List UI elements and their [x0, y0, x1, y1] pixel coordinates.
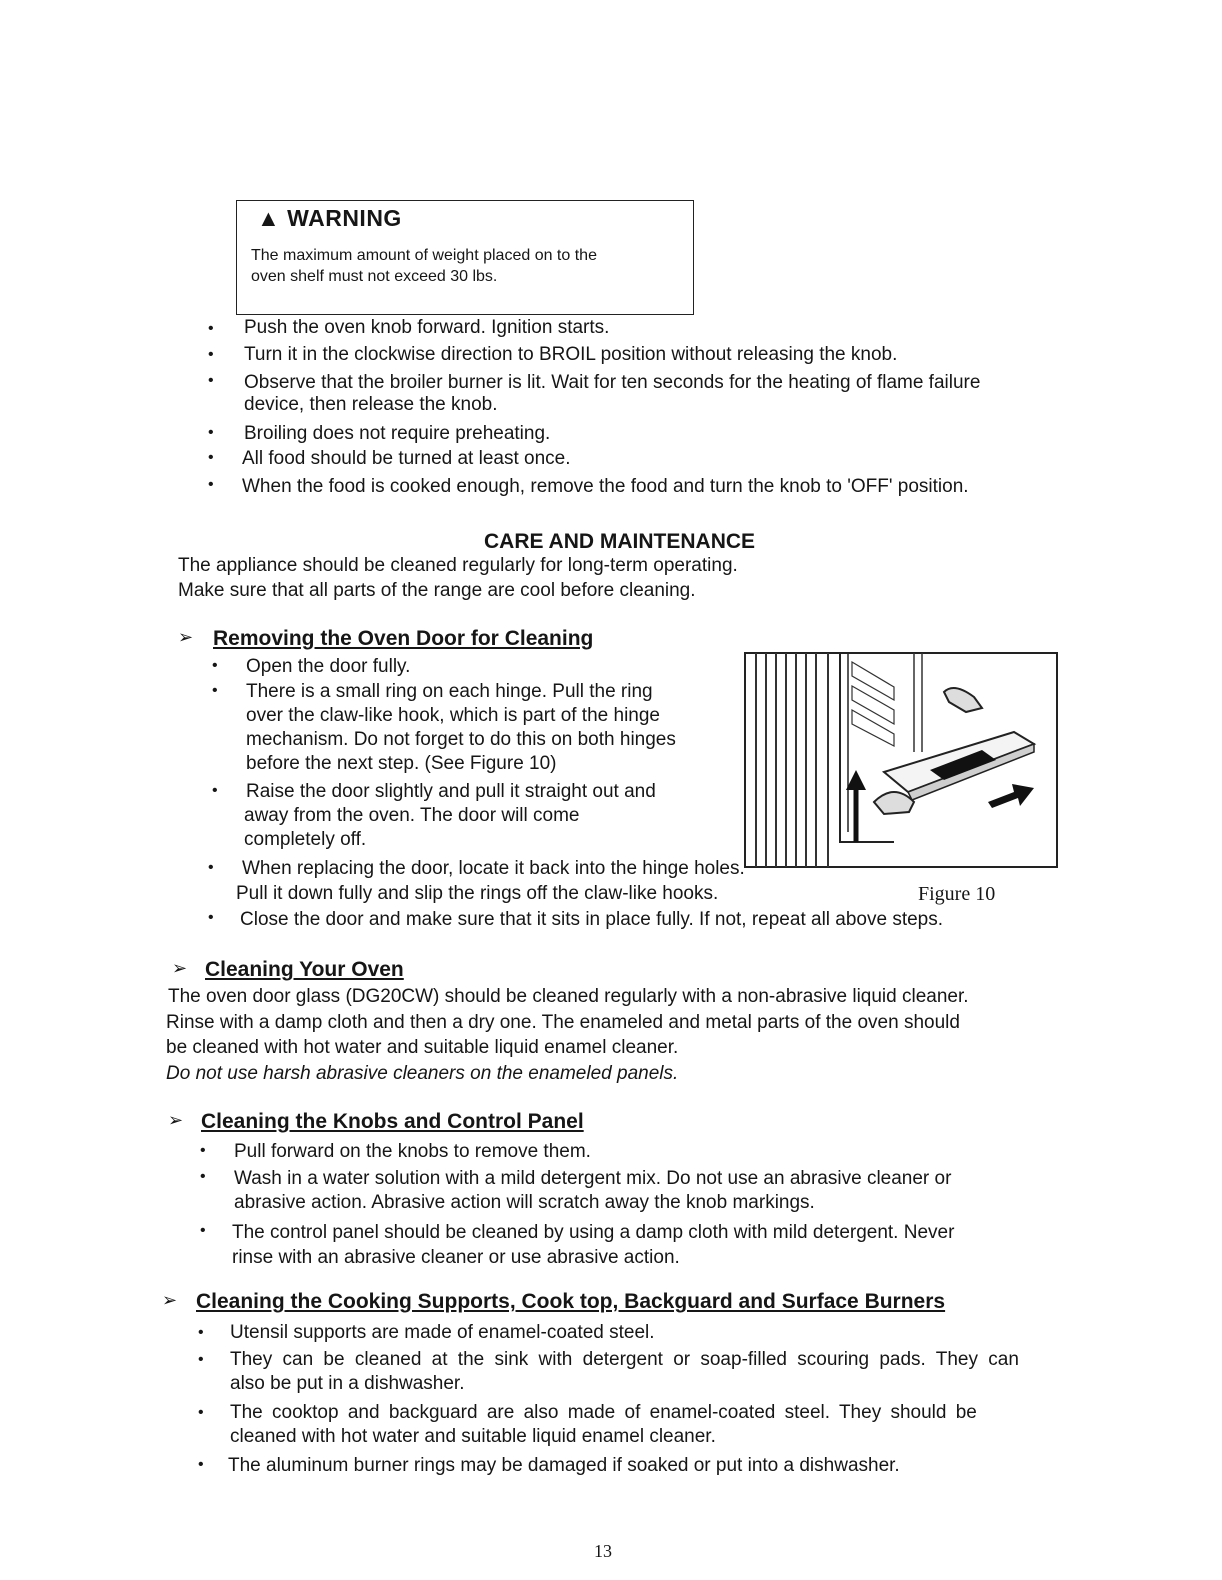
cooktop-line: They can be cleaned at the sink with detergent or soap-filled scouring pads. They can	[230, 1349, 1019, 1370]
care-intro: Make sure that all parts of the range are cool before cleaning.	[178, 580, 696, 601]
arrow-bullet-icon: ➢	[172, 958, 188, 978]
bullet: •	[208, 372, 214, 389]
broil-step: Turn it in the clockwise direction to BROIL position without releasing the knob.	[244, 344, 898, 365]
warning-line: oven shelf must not exceed 30 lbs.	[251, 268, 498, 285]
cooktop-line: also be put in a dishwasher.	[230, 1373, 465, 1394]
broil-step: Observe that the broiler burner is lit. Wait for ten seconds for the heating of flame failure	[244, 372, 981, 393]
cooktop-line: The aluminum burner rings may be damaged if soaked or put into a dishwasher.	[228, 1455, 900, 1476]
page-number: 13	[594, 1541, 612, 1561]
bullet: •	[208, 476, 214, 493]
door-line: completely off.	[244, 829, 367, 850]
bullet: •	[198, 1351, 204, 1368]
door-line: Raise the door slightly and pull it straight out and	[246, 781, 656, 802]
bullet: •	[200, 1142, 206, 1159]
door-line: Close the door and make sure that it sits in place fully. If not, repeat all above steps.	[240, 909, 944, 930]
warning-line: The maximum amount of weight placed on to the	[251, 247, 597, 264]
warning-box	[236, 200, 694, 315]
door-line: before the next step. (See Figure 10)	[246, 753, 557, 774]
bullet: •	[208, 346, 214, 363]
care-intro: The appliance should be cleaned regularly for long-term operating.	[178, 555, 738, 576]
door-line: Open the door fully.	[246, 656, 411, 677]
knobs-heading: Cleaning the Knobs and Control Panel	[201, 1110, 584, 1133]
oven-line: Rinse with a damp cloth and then a dry one. The enameled and metal parts of the oven should	[166, 1012, 960, 1033]
door-heading: Removing the Oven Door for Cleaning	[213, 627, 594, 650]
bullet: •	[198, 1404, 204, 1421]
bullet: •	[200, 1168, 206, 1185]
door-line: When replacing the door, locate it back into the hinge holes.	[242, 858, 745, 879]
bullet: •	[212, 657, 218, 674]
oven-note: Do not use harsh abrasive cleaners on the enameled panels.	[166, 1063, 679, 1084]
figure-caption: Figure 10	[918, 883, 996, 905]
knobs-line: Wash in a water solution with a mild detergent mix. Do not use an abrasive cleaner or	[234, 1168, 952, 1189]
bullet: •	[200, 1222, 206, 1239]
bullet: •	[208, 320, 214, 337]
broil-step: All food should be turned at least once.	[242, 448, 571, 469]
knobs-line: The control panel should be cleaned by using a damp cloth with mild detergent. Never	[232, 1222, 955, 1243]
broil-step: Push the oven knob forward. Ignition starts.	[244, 317, 610, 338]
door-line: mechanism. Do not forget to do this on both hinges	[246, 729, 676, 750]
section-title: CARE AND MAINTENANCE	[484, 530, 756, 553]
bullet: •	[198, 1324, 204, 1341]
warning-title: ▲ WARNING	[257, 205, 402, 231]
oven-heading: Cleaning Your Oven	[205, 958, 404, 981]
door-line: over the claw-like hook, which is part of the hinge	[246, 705, 660, 726]
knobs-line: Pull forward on the knobs to remove them.	[234, 1141, 591, 1162]
cooktop-line: Utensil supports are made of enamel-coated steel.	[230, 1322, 655, 1343]
bullet: •	[208, 859, 214, 876]
oven-line: The oven door glass (DG20CW) should be cleaned regularly with a non-abrasive liquid cleaner.	[168, 986, 969, 1007]
knobs-line: rinse with an abrasive cleaner or use abrasive action.	[232, 1247, 680, 1268]
door-line: There is a small ring on each hinge. Pull the ring	[246, 681, 653, 702]
bullet: •	[198, 1456, 204, 1473]
bullet: •	[212, 682, 218, 699]
cooktop-line: The cooktop and backguard are also made of enamel-coated steel. They should be	[230, 1402, 977, 1423]
bullet: •	[208, 909, 214, 926]
broil-step-cont: device, then release the knob.	[244, 394, 498, 415]
warning-body	[251, 245, 597, 287]
knobs-line: abrasive action. Abrasive action will scratch away the knob markings.	[234, 1192, 815, 1213]
door-line: Pull it down fully and slip the rings off the claw-like hooks.	[236, 883, 719, 904]
door-line: away from the oven. The door will come	[244, 805, 580, 826]
cooktop-heading: Cleaning the Cooking Supports, Cook top, Backguard and Surface Burners	[196, 1290, 946, 1313]
broil-step: When the food is cooked enough, remove the food and turn the knob to 'OFF' position.	[242, 476, 969, 497]
cooktop-line: cleaned with hot water and suitable liquid enamel cleaner.	[230, 1426, 716, 1447]
bullet: •	[208, 449, 214, 466]
bullet: •	[208, 424, 214, 441]
oven-door-figure	[744, 652, 1060, 870]
broil-step: Broiling does not require preheating.	[244, 423, 551, 444]
bullet: •	[212, 782, 218, 799]
oven-line: be cleaned with hot water and suitable liquid enamel cleaner.	[166, 1037, 679, 1058]
arrow-bullet-icon: ➢	[178, 627, 194, 647]
arrow-bullet-icon: ➢	[162, 1290, 178, 1310]
arrow-bullet-icon: ➢	[168, 1110, 184, 1130]
